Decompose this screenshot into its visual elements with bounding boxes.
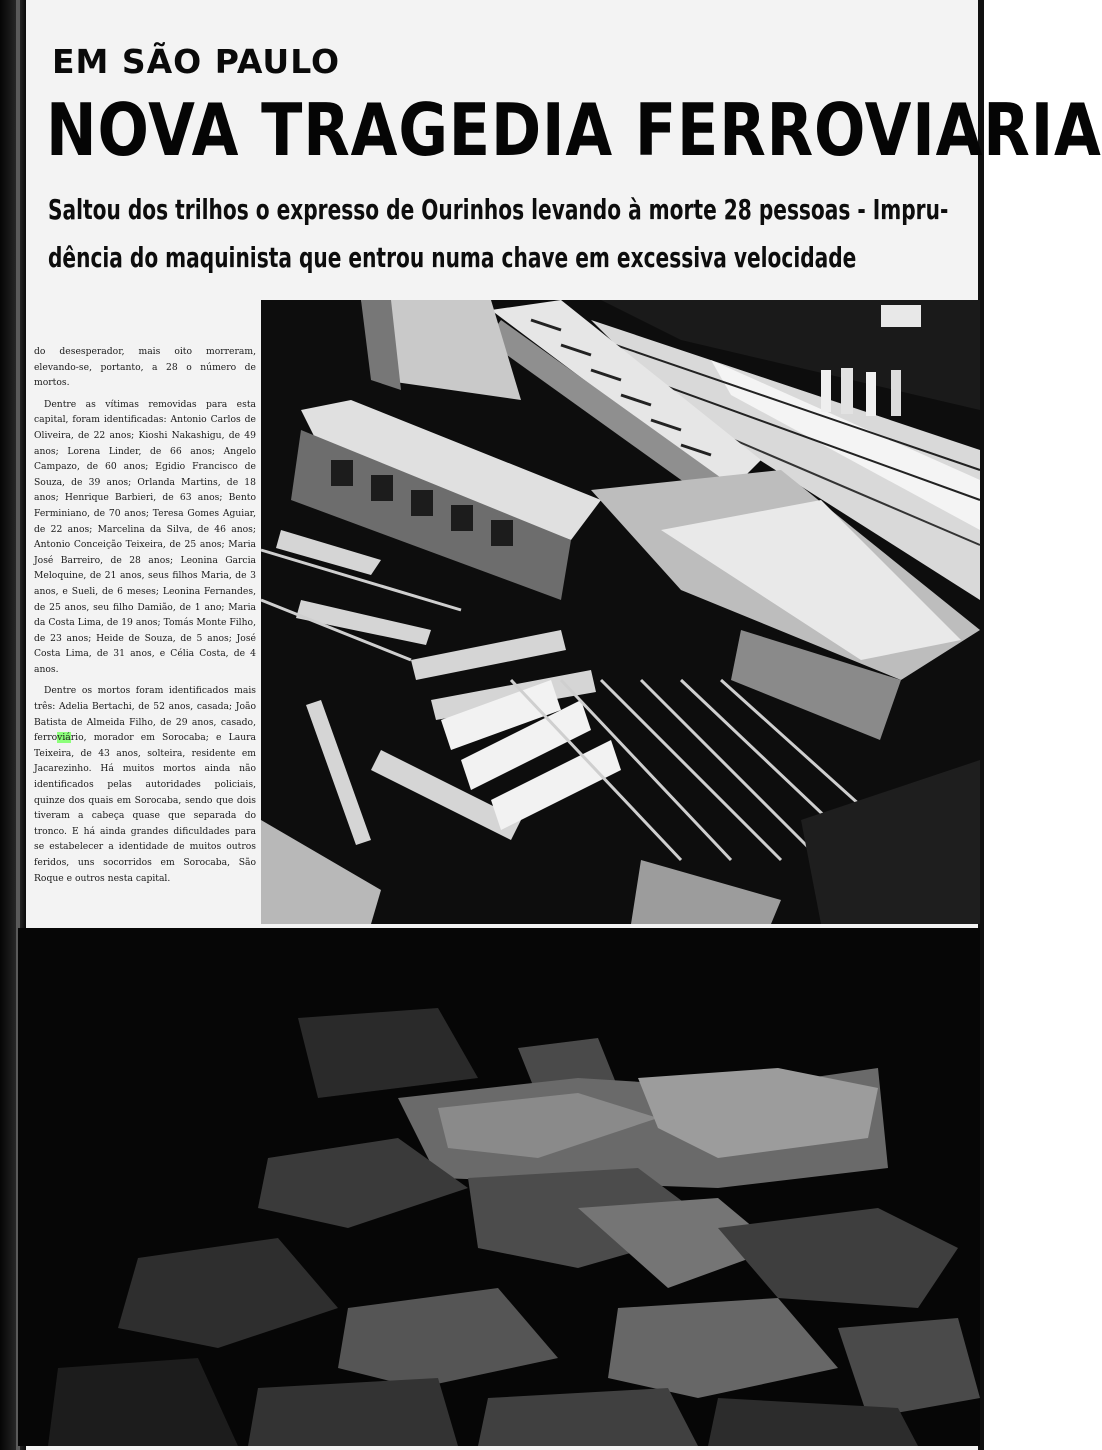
paragraph-1: do desesperador, mais oito morreram, elevando-se, portanto, a 28 o número de mortos. <box>34 346 256 389</box>
victims-illustration <box>18 928 980 1446</box>
subheadline-line-2: dência do maquinista que entrou numa chave em excessiva velocidade <box>48 241 857 274</box>
headline: NOVA TRAGEDIA FERROVIARIA <box>46 88 1102 172</box>
paragraph-3-part-1: Dentre os mortos foram identificados mais três: Adelia Bertachi, de 52 anos, casada; João Batista de Almeida Filho, de 29 anos, casado, ferro <box>34 685 256 744</box>
train-wreck-photo <box>261 300 980 924</box>
article-column <box>34 344 256 892</box>
kicker: EM SÃO PAULO <box>52 42 341 81</box>
paragraph-3 <box>34 683 256 886</box>
subheadline <box>48 186 949 282</box>
paragraph-2: Dentre as vítimas removidas para esta capital, foram identificadas: Antonio Carlos de Oliveira, de 22 anos; Kioshi Nakashigu, de 49 anos; Lorena Linder, de 66 anos; Angelo Campazo, de 60 anos; Egidio Francisco de Souza, de 39 anos; Orlanda Martins, de 18 anos; Henrique Barbieri, de 63 anos; Bento Ferminiano, de 70 anos; Teresa Gomes Aguiar, de 22 anos; Marcelina da Silva, de 46 anos; Antonio Conceição Teixeira, de 25 anos; Maria José Barreiro, de 28 anos; Leonina Garcia Meloquine, de 21 anos, seus filhos Maria, de 3 anos, e Sueli, de 6 meses; Leonina Fernandes, de 25 anos, seu filho Damião, de 1 ano; Maria da Costa Lima, de 19 anos; Tomás Monte Filho, de 23 anos; Heide de Souza, de 5 anos; José Costa Lima, de 31 anos, e Célia Costa, de 4 anos. <box>34 398 256 675</box>
highlighted-text: viá <box>57 732 71 744</box>
train-wreck-illustration <box>261 300 980 924</box>
subheadline-line-1: Saltou dos trilhos o expresso de Ourinhos levando à morte 28 pessoas - Impru- <box>48 193 949 226</box>
victims-photo <box>18 928 980 1446</box>
paragraph-3-part-2: rio, morador em Sorocaba; e Laura Teixeira, de 43 anos, solteira, residente em Jacarezinho. Há muitos mortos ainda não identificados pelas autoridades policiais, quinze dos quais em Sorocaba, sendo que dois tiveram a cabeça quase que separada do tronco. E há ainda grandes dificuldades para se estabelecer a identidade de muitos outros feridos, uns socorridos em Sorocaba, São Roque e outros nesta capital. <box>34 732 256 884</box>
